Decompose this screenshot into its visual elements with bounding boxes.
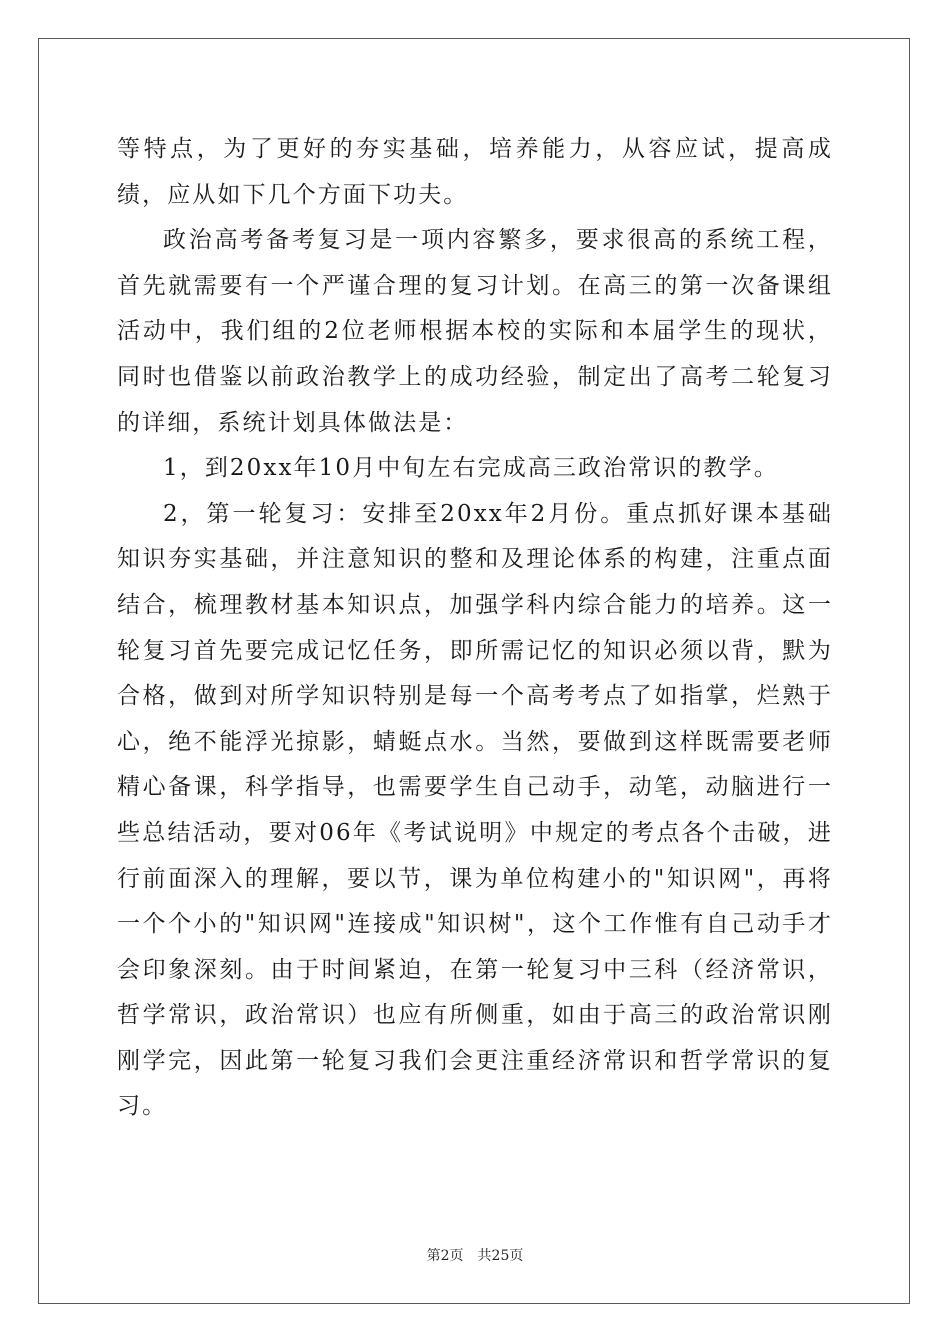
page-number-footer: 第2页 共25页	[426, 1248, 524, 1264]
paragraph-step-1: 1，到20xx年10月中旬左右完成高三政治常识的教学。	[163, 455, 779, 482]
paragraph-continuation: 等特点，为了更好的夯实基础，培养能力，从容应试，提高成绩，应从如下几个方面下功夫。	[117, 136, 833, 208]
document-body	[117, 127, 833, 1130]
paragraph-review-plan: 政治高考备考复习是一项内容繁多，要求很高的系统工程，首先就需要有一个严谨合理的复习计划。在高三的第一次备课组活动中，我们组的2位老师根据本校的实际和本届学生的现状，同时也借鉴以前政治教学上的成功经验，制定出了高考二轮复习的详细，系统计划具体做法是：	[117, 227, 833, 436]
paragraph-step-2: 2，第一轮复习：安排至20xx年2月份。重点抓好课本基础知识夯实基础，并注意知识的整和及理论体系的构建，注重点面结合，梳理教材基本知识点，加强学科内综合能力的培养。这一轮复习首先要完成记忆任务，即所需记忆的知识必须以背，默为合格，做到对所学知识特别是每一个高考考点了如指掌，烂熟于心，绝不能浮光掠影，蜻蜓点水。当然，要做到这样既需要老师精心备课，科学指导，也需要学生自己动手，动笔，动脑进行一些总结活动，要对06年《考试说明》中规定的考点各个击破，进行前面深入的理解，要以节，课为单位构建小的"知识网"，再将一个个小的"知识网"连接成"知识树"，这个工作惟有自己动手才会印象深刻。由于时间紧迫，在第一轮复习中三科（经济常识，哲学常识，政治常识）也应有所侧重，如由于高三的政治常识刚刚学完，因此第一轮复习我们会更注重经济常识和哲学常识的复习。	[117, 500, 833, 1120]
